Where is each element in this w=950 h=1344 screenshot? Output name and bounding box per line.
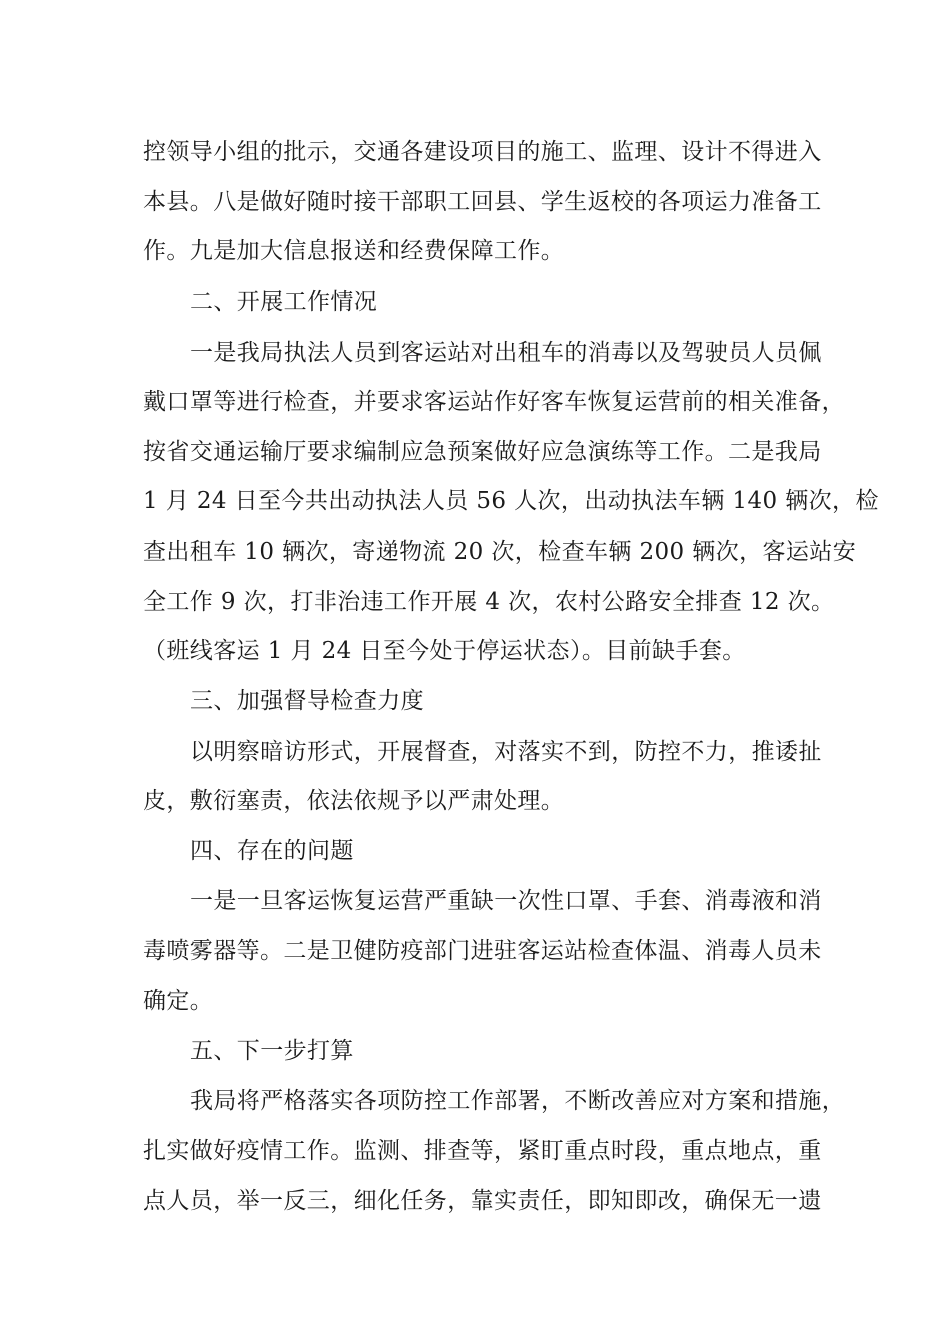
section-heading: 四、存在的问题: [190, 838, 354, 864]
body-line: 确定。: [143, 988, 214, 1014]
body-line: 按省交通运输厅要求编制应急预案做好应急演练等工作。二是我局: [143, 439, 822, 465]
body-line: 戴口罩等进行检查，并要求客运站作好客车恢复运营前的相关准备，: [143, 389, 845, 415]
body-line: 毒喷雾器等。二是卫健防疫部门进驻客运站检查体温、消毒人员未: [143, 938, 822, 964]
body-line: 皮，敷衍塞责，依法依规予以严肃处理。: [143, 788, 565, 814]
section-heading: 三、加强督导检查力度: [190, 688, 424, 714]
body-line: （班线客运 1 月 24 日至今处于停运状态）。目前缺手套。: [143, 638, 746, 664]
body-line: 扎实做好疫情工作。监测、排查等，紧盯重点时段，重点地点，重: [143, 1138, 822, 1164]
body-line: 查出租车 10 辆次，寄递物流 20 次，检查车辆 200 辆次，客运站安: [143, 539, 857, 565]
body-line: 一是我局执法人员到客运站对出租车的消毒以及驾驶员人员佩: [190, 340, 822, 366]
body-line: 1 月 24 日至今共出动执法人员 56 人次，出动执法车辆 140 辆次，检: [143, 488, 879, 514]
section-heading: 五、下一步打算: [190, 1038, 354, 1064]
body-line: 本县。八是做好随时接干部职工回县、学生返校的各项运力准备工: [143, 189, 822, 215]
body-line: 作。九是加大信息报送和经费保障工作。: [143, 238, 565, 264]
body-line: 以明察暗访形式，开展督查，对落实不到，防控不力，推诿扯: [190, 739, 822, 765]
body-line: 点人员，举一反三，细化任务，靠实责任，即知即改，确保无一遗: [143, 1188, 822, 1214]
body-line: 控领导小组的批示，交通各建设项目的施工、监理、设计不得进入: [143, 139, 822, 165]
body-line: 一是一旦客运恢复运营严重缺一次性口罩、手套、消毒液和消: [190, 888, 822, 914]
body-line: 我局将严格落实各项防控工作部署，不断改善应对方案和措施，: [190, 1088, 846, 1114]
section-heading: 二、开展工作情况: [190, 289, 378, 315]
body-line: 全工作 9 次，打非治违工作开展 4 次，农村公路安全排查 12 次。: [143, 589, 835, 615]
